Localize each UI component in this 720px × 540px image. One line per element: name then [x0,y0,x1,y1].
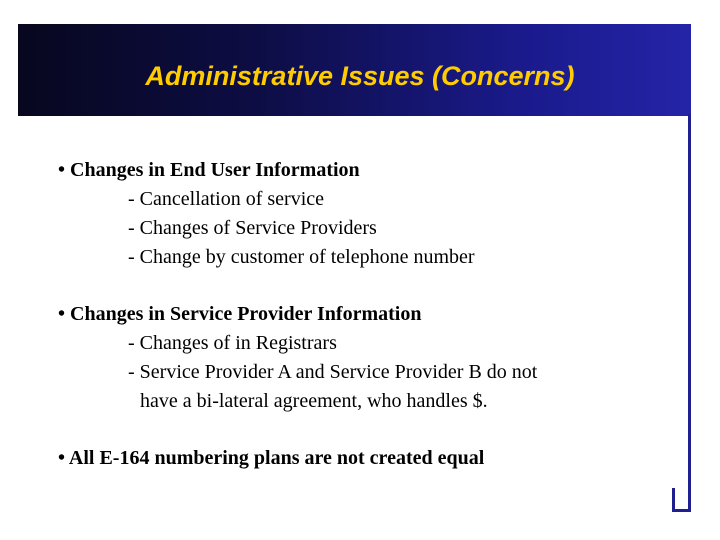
sub-item: - Cancellation of service [128,188,325,210]
bullet-group-end-user [58,156,668,272]
corner-mark-horizontal [672,509,691,512]
bullet-heading: • Changes in Service Provider Information [58,303,422,325]
bullet-heading: • All E-164 numbering plans are not created equal [58,447,485,469]
bullet-heading: • Changes in End User Information [58,159,360,181]
slide-body [58,156,668,501]
slide-title: Administrative Issues (Concerns) [145,61,575,91]
sub-item: - Service Provider A and Service Provider B do not [128,361,538,383]
sub-item: - Change by customer of telephone number [128,246,475,268]
sub-item: - Changes of in Registrars [128,332,337,354]
sub-item: - Changes of Service Providers [128,217,377,239]
right-accent-rule [688,114,691,512]
sub-item-continuation: have a bi-lateral agreement, who handles $. [140,390,488,412]
bullet-group-service-provider [58,300,668,416]
bullet-group-numbering-plans [58,444,668,473]
